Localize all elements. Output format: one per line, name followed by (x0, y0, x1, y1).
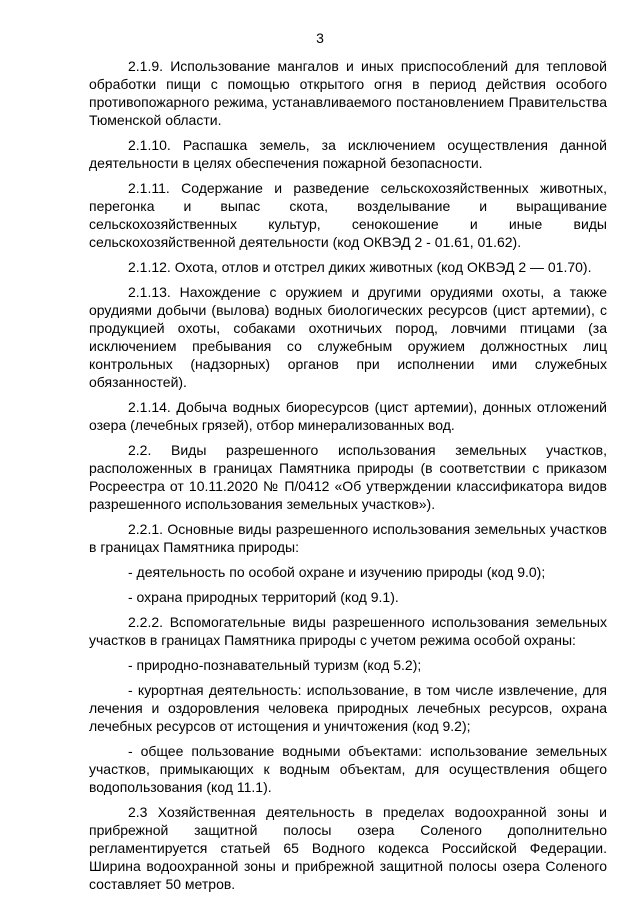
list-item: - деятельность по особой охране и изучению природы (код 9.0); (128, 564, 546, 580)
list-item: - общее пользование водными объектами: использование земельных участков, примыкающих к водным объектам, для осуществления общего водопользования (код 11.1). (89, 743, 607, 795)
document-body (89, 57, 607, 900)
list-item: - природно-познавательный туризм (код 5.2); (128, 657, 422, 673)
clause-2-1-9: 2.1.9. Использование мангалов и иных приспособлений для тепловой обработки пищи с помощью открытого огня в период действия особого противопожарного режима, устанавливаемого постановлением Правительства Тюменской области. (89, 58, 607, 128)
list-item: - охрана природных территорий (код 9.1). (128, 589, 399, 605)
clause-2-1-12: 2.1.12. Охота, отлов и отстрел диких животных (код ОКВЭД 2 — 01.70). (128, 259, 592, 275)
clause-2-2-2: 2.2.2. Вспомогательные виды разрешенного использования земельных участков в границах Памятника природы с учетом режима особой охраны: (89, 614, 607, 648)
clause-2-1-14: 2.1.14. Добыча водных биоресурсов (цист артемии), донных отложений озера (лечебных грязей), отбор минерализованных вод. (89, 399, 607, 433)
clause-2-1-10: 2.1.10. Распашка земель, за исключением осуществления данной деятельности в целях обеспечения пожарной безопасности. (89, 137, 607, 171)
list-item: - курортная деятельность: использование, в том числе извлечение, для лечения и оздоровления человека природных лечебных ресурсов, охрана лечебных ресурсов от истощения и уничтожения (код 9.2); (89, 682, 607, 734)
clause-2-2-1: 2.2.1. Основные виды разрешенного использования земельных участков в границах Памятника природы: (89, 521, 607, 555)
clause-2-3: 2.3 Хозяйственная деятельность в пределах водоохранной зоны и прибрежной защитной полосы озера Соленого дополнительно регламентируется статьей 65 Водного кодекса Российской Федерации. Ширина водоохранной зоны и прибрежной защитной полосы озера Соленого составляет 50 метров. (89, 804, 607, 892)
clause-2-2: 2.2. Виды разрешенного использования земельных участков, расположенных в границах Памятника природы (в соответствии с приказом Росреестра от 10.11.2020 № П/0412 «Об утверждении классификатора видов разрешенного использования земельных участков»). (89, 442, 607, 512)
clause-2-1-11: 2.1.11. Содержание и разведение сельскохозяйственных животных, перегонка и выпас скота, возделывание и выращивание сельскохозяйственных культур, сенокошение и иные виды сельскохозяйственной деятельности (код ОКВЭД 2 - 01.61, 01.62). (89, 180, 607, 250)
clause-2-1-13: 2.1.13. Нахождение с оружием и другими орудиями охоты, а также орудиями добычи (вылова) водных биологических ресурсов (цист артемии), с продукцией охоты, собаками охотничьих пород, ловчими птицами (за исключением пребывания со служебным оружием должностных лиц контрольных (надзорных) органов при исполнении ими служебных обязанностей). (89, 284, 607, 390)
page-number: 3 (316, 30, 324, 46)
